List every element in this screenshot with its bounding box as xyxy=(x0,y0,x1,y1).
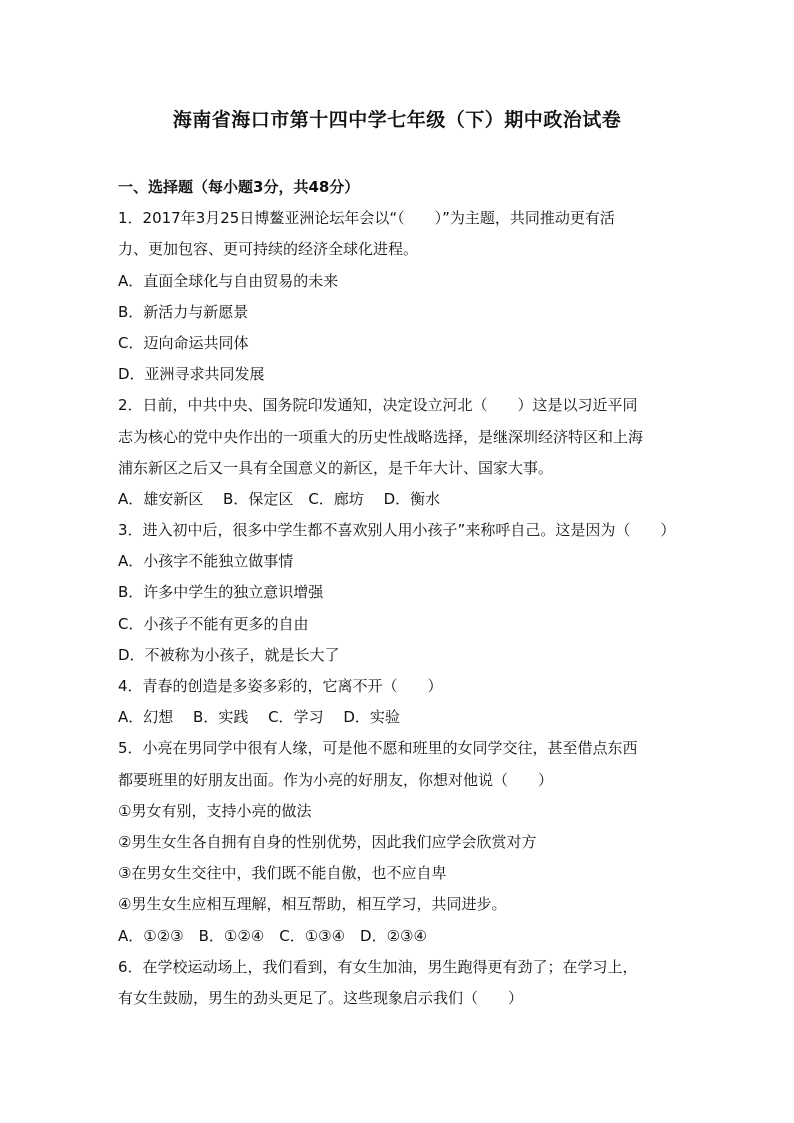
q5-statement-4: ④男生女生应相互理解，相互帮助，相互学习，共同进步。 xyxy=(118,895,507,914)
q3-option-b: B．许多中学生的独立意识增强 xyxy=(118,583,324,602)
exam-title: 海南省海口市第十四中学七年级（下）期中政治试卷 xyxy=(172,109,622,131)
q2-stem-line1: 2．日前，中共中央、国务院印发通知，决定设立河北（ ）这是以习近平同 xyxy=(118,396,638,415)
question-6 xyxy=(118,952,678,1014)
q2-options: A．雄安新区 B．保定区 C．廊坊 D．衡水 xyxy=(118,489,441,508)
q5-options: A．①②③ B．①②④ C．①③④ D．②③④ xyxy=(118,926,427,945)
q3-option-c: C．小孩子不能有更多的自由 xyxy=(118,614,309,633)
q2-stem-line3: 浦东新区之后又一具有全国意义的新区，是千年大计、国家大事。 xyxy=(118,458,554,477)
q5-stem-line1: 5．小亮在男同学中很有人缘，可是他不愿和班里的女同学交往，甚至借点东西 xyxy=(118,739,638,758)
q6-stem-line1: 6．在学校运动场上，我们看到，有女生加油，男生跑得更有劲了；在学习上， xyxy=(118,957,638,976)
q6-stem-line2: 有女生鼓励，男生的劲头更足了。这些现象启示我们（ ） xyxy=(118,988,524,1007)
q5-stem-line2: 都要班里的好朋友出面。作为小亮的好朋友，你想对他说（ ） xyxy=(118,770,554,789)
question-5 xyxy=(118,733,678,951)
q1-option-c: C．迈向命运共同体 xyxy=(118,333,249,352)
section-heading: 一、选择题（每小题3分，共48分） xyxy=(118,178,360,196)
exam-content xyxy=(118,172,678,1014)
q1-stem-line2: 力、更加包容、更可持续的经济全球化进程。 xyxy=(118,240,419,259)
q1-option-a: A．直面全球化与自由贸易的未来 xyxy=(118,271,339,290)
q3-option-a: A．小孩字不能独立做事情 xyxy=(118,552,294,571)
question-3 xyxy=(118,515,678,671)
q1-option-b: B．新活力与新愿景 xyxy=(118,302,249,321)
q2-stem-line2: 志为核心的党中央作出的一项重大的历史性战略选择，是继深圳经济特区和上海 xyxy=(118,427,644,446)
q5-statement-2: ②男生女生各自拥有自身的性别优势，因此我们应学会欣赏对方 xyxy=(118,832,537,851)
q1-stem-line1: 1．2017年3月25日博鳌亚洲论坛年会以“（ ）”为主题，共同推动更有活 xyxy=(118,209,615,228)
question-1 xyxy=(118,203,678,390)
q1-option-d: D．亚洲寻求共同发展 xyxy=(118,365,265,384)
q5-statement-3: ③在男女生交往中，我们既不能自傲，也不应自卑 xyxy=(118,864,447,883)
q4-options: A．幻想 B．实践 C．学习 D．实验 xyxy=(118,708,400,727)
q3-stem-line1: 3．进入初中后，很多中学生都不喜欢别人用小孩子”来称呼自己。这是因为（ ） xyxy=(118,521,676,540)
question-2 xyxy=(118,390,678,515)
q3-option-d: D．不被称为小孩子，就是长大了 xyxy=(118,645,340,664)
question-4 xyxy=(118,671,678,733)
q5-statement-1: ①男女有别，支持小亮的做法 xyxy=(118,801,312,820)
q4-stem-line1: 4．青春的创造是多姿多彩的，它离不开（ ） xyxy=(118,677,443,695)
